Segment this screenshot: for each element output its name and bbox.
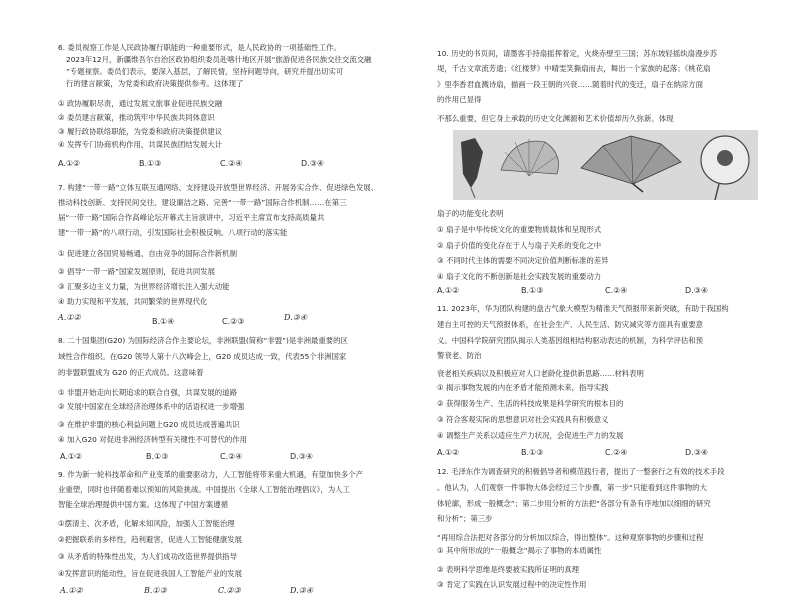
question-text: 堤，千古文章流芳遗；《红楼梦》中晴雯笑撕扇而去，舞出一个家族的起落；《桃花扇 [437, 64, 711, 73]
choice-d: D.③④ [685, 286, 709, 295]
choice-c: C.②③ [222, 317, 245, 326]
choice-a: A.①② [60, 452, 83, 461]
question-text: 11. 2023年，华为团队构建的盘古气象大模型为精准天气预报带来新突破，有助于我国构 [437, 304, 729, 313]
option: ② 委员建言献策，推动筑牢中华民族共同体意识 [58, 113, 215, 122]
choice-a: A.①② [58, 159, 81, 168]
choice-c: C.②④ [220, 452, 243, 461]
question-text: 衰老相关疾病以及积极应对人口老龄化提供新思路……材料表明 [437, 369, 644, 378]
question-text: 域性合作组织。在G20 领导人第十八次峰会上，G20 成员达成一致，代表55个非洲国家 [58, 352, 347, 361]
question-text: 8. 二十国集团(G20) 为国际经济合作主要论坛，非洲联盟(简称“非盟”)是非洲最重要的区 [58, 336, 348, 345]
question-text: 扇子的功能变化表明 [437, 209, 504, 218]
question-text: 和分析”；第三步 [437, 514, 493, 523]
choice-c: C.②④ [220, 159, 243, 168]
choice-a: A.①② [58, 313, 81, 322]
question-text: 10. 历史的书页间，请墨客手持扇摇挥着定，火烧赤壁至三国；苏东坡轻摇纨扇漫步苏 [437, 49, 718, 58]
option: ① 其中所形成的“一般概念”揭示了事物的本质属性 [437, 546, 602, 555]
question-text: 推动科技创新、支持民间交往、建设廉洁之路、完善“一带一路”国际合作机制……在第三 [58, 198, 347, 207]
option: ④ 加入G20 对促进非洲经济转型有关键性不可替代的作用 [58, 435, 248, 444]
option: ① 揭示事物发展的内在矛盾才能预测未来，指导实践 [437, 383, 609, 392]
option: ④ 助力实现和平发展，共同繁荣的世界现代化 [58, 297, 208, 306]
question-text: 建“一带一路”的八项行动，引发国际社会积极反响。八项行动的落实能 [58, 228, 288, 237]
question-text: 建自主可控的天气预报体系，在社会生产、人民生活、防灾减灾等方面具有重要意 [437, 320, 704, 329]
choice-c: C.②④ [605, 286, 628, 295]
question-text: 》里李香君血溅诗扇，描画一段王朝的兴衰……随着时代的变迁，扇子在纳凉方面 [437, 80, 704, 89]
option: ② 倡导“一带一路”国家发展原则，促进共同发展 [58, 267, 216, 276]
choice-b: B.①③ [521, 286, 544, 295]
option: ① 政协履职尽责，通过发展文旅事业促进民族交融 [58, 99, 223, 108]
question-text: 2023年12月，新疆维吾尔自治区政协组织委员赴喀什地区开展“旅游促进各民族交往交流交融 [66, 55, 372, 64]
option: ④ 调整生产关系以适应生产力状况，会促进生产力的发展 [437, 431, 624, 440]
question-text: 体轮廓，形成一般概念”；第二步用分析的方法把“各部分有条有序地加以细细的研究 [437, 499, 711, 508]
option: ② 发展中国家在全球经济治理体系中的话语权进一步增强 [58, 402, 245, 411]
choice-b: B.①③ [521, 448, 544, 457]
option: ① 扇子是中华传统文化的重要物质载体和呈现形式 [437, 225, 602, 234]
choice-c: C.②③ [218, 586, 241, 595]
question-text: 不那么重要，但它身上承载的历史文化渊源和艺术价值却历久弥新。体现 [437, 114, 674, 123]
question-text: 9. 作为新一轮科技革命和产业变革的重要驱动力，人工智能将带来重大机遇，有望加快多个产 [58, 470, 364, 479]
option: ③ 肯定了实践在认识发展过程中的决定性作用 [437, 580, 587, 589]
question-text: 的非盟联盟成为 G20 的正式成员。这意味着 [58, 368, 204, 377]
option: ③ 不同时代主体的需要不同决定价值判断标准的差异 [437, 256, 609, 265]
choice-b: B.①③ [139, 159, 162, 168]
question-text: 义。中国科学院研究团队揭示人类基因组相结构驱动表达的机制，为科学评估和预 [437, 336, 704, 345]
option: ② 获得服务生产、生活的科技成果是科学研究的根本目的 [437, 399, 624, 408]
question-text: 6. 委员视察工作是人民政协履行职能的一种重要形式，是人民政协的一项基础性工作。 [58, 43, 341, 52]
choice-b: B.①③ [144, 586, 167, 595]
option: ④ 发挥专门协商机构作用，共谋民族团结发展大计 [58, 140, 223, 149]
question-text: 智能全球治理提供中国方案。这体现了中国方案遵循 [58, 500, 228, 509]
question-text: 警衰老、防治 [437, 351, 482, 360]
choice-a: A.①② [437, 286, 460, 295]
choice-d: D.③④ [301, 159, 325, 168]
option: ① 促进建立各国贸易畅通、自由竞争的国际合作新机制 [58, 249, 237, 258]
question-text: 。他认为，人们观察一件事物大体会经过三个步骤，第一步“只能看到这件事物的大 [437, 483, 707, 492]
option: ③ 在维护非盟的核心利益问题上G20 成员达成普遍共识 [58, 420, 240, 429]
option: ① 非盟开始走向长期追求的联合自强，共谋发展的道路 [58, 388, 237, 397]
option: ④ 扇子文化的不断创新是社会实践发展的重要动力 [437, 272, 602, 281]
question-text: 届“一带一路”国际合作高峰论坛开幕式主旨演讲中，习近平主席宣布支持高质量共 [58, 213, 325, 222]
choice-b: B.①③ [146, 452, 169, 461]
question-text: 行的建言献策，为党委和政府决策提供参考。这体现了 [66, 79, 244, 88]
choice-b: B.①④ [152, 317, 175, 326]
fan-illustration [453, 130, 758, 200]
choice-d: D.③④ [284, 313, 308, 322]
question-text: 业重塑，同时也伴随着难以预知的风险挑战。中国提出《全球人工智能治理倡议》，为人工 [58, 485, 350, 494]
choice-d: D.③④ [685, 448, 709, 457]
question-text: 12. 毛泽东作为调查研究的积极倡导者和模范践行者，提出了一整套行之有效的技术手段 [437, 467, 725, 476]
choice-d: D.③④ [290, 452, 314, 461]
option: ④发挥意识的能动性，旨在促进我国人工智能产业的发展 [58, 569, 243, 578]
option: ② 扇子价值的变化存在于人与扇子关系的变化之中 [437, 241, 602, 250]
question-text: ”专题视察。委员们表示，要深入基层，了解民情，坚持问题导向，研究并提出切实可 [66, 67, 344, 76]
question-text: 7. 构建“一带一路”立体互联互通网络、支持建设开放型世界经济、开展务实合作、促进绿色发展、 [58, 183, 379, 192]
option: ③ 履行政协联络职能，为党委和政府决策提供建议 [58, 127, 223, 136]
option: ② 表明科学思维是终要被实践所证明的真理 [437, 565, 580, 574]
question-text: “再用综合法把对各部分的分析加以综合，得出整体”。这种观察事物的步骤和过程 [437, 533, 704, 542]
choice-c: C.②④ [605, 448, 628, 457]
option: ①摆清主、次矛盾，化解未知风险，加强人工智能治理 [58, 519, 235, 528]
choice-a: A.①② [60, 586, 83, 595]
option: ③ 汇聚多边主义力量，为世界经济增长注入强大动能 [58, 282, 230, 291]
option: ③ 符合客观实际的思想意识对社会实践具有积极意义 [437, 415, 609, 424]
choice-a: A.①② [437, 448, 460, 457]
question-text: 的作用已显得 [437, 95, 482, 104]
choice-d: D.③④ [290, 586, 314, 595]
option: ③ 从矛盾的特殊性出发，为人们成功改造世界提供指导 [58, 552, 237, 561]
option: ②把握联系的多样性，趋利避害，促进人工智能健康发展 [58, 535, 243, 544]
